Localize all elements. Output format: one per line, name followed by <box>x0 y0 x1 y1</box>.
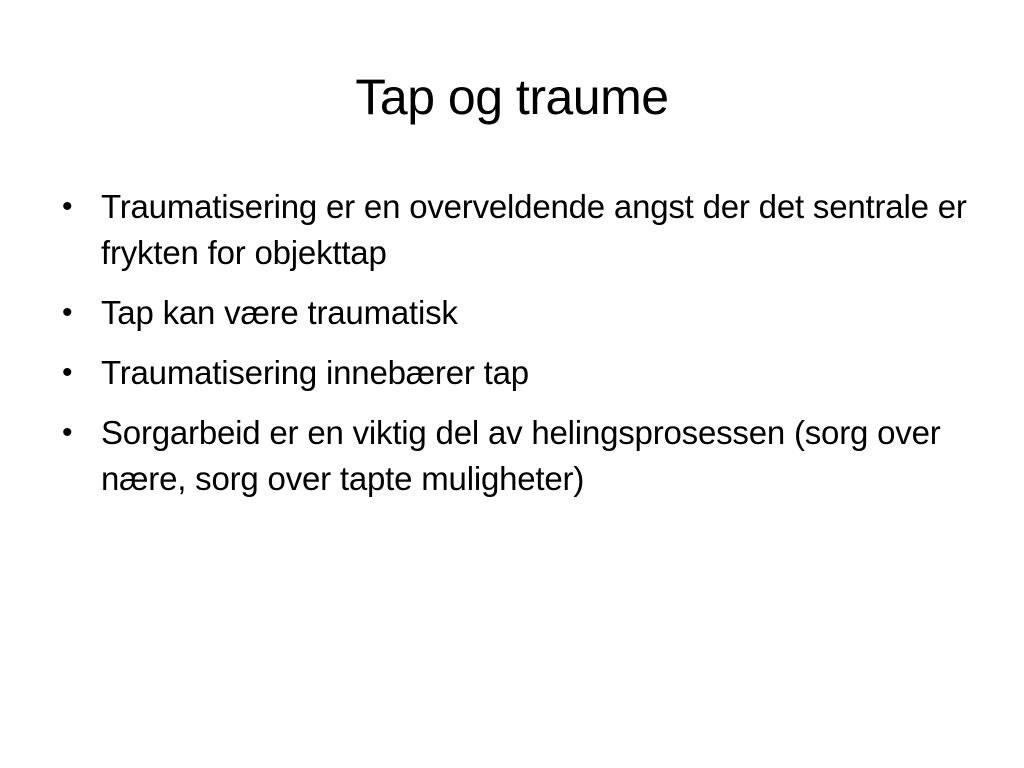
bullet-icon: • <box>62 296 73 329</box>
bullet-text: Traumatisering innebærer tap <box>101 354 529 391</box>
bullet-icon: • <box>62 416 73 449</box>
bullet-item <box>58 410 988 502</box>
bullet-icon: • <box>62 356 73 389</box>
bullet-item <box>58 184 988 276</box>
bullet-item <box>58 350 988 396</box>
bullet-list <box>58 184 988 516</box>
bullet-text: Tap kan være traumatisk <box>101 294 458 331</box>
bullet-text: Sorgarbeid er en viktig del av helingsprosessen (sorg over nære, sorg over tapte muligheter) <box>101 414 941 497</box>
bullet-text: Traumatisering er en overveldende angst der det sentrale er frykten for objekttap <box>101 188 967 271</box>
bullet-item <box>58 290 988 336</box>
slide-title: Tap og traume <box>355 69 669 125</box>
bullet-icon: • <box>62 190 73 223</box>
